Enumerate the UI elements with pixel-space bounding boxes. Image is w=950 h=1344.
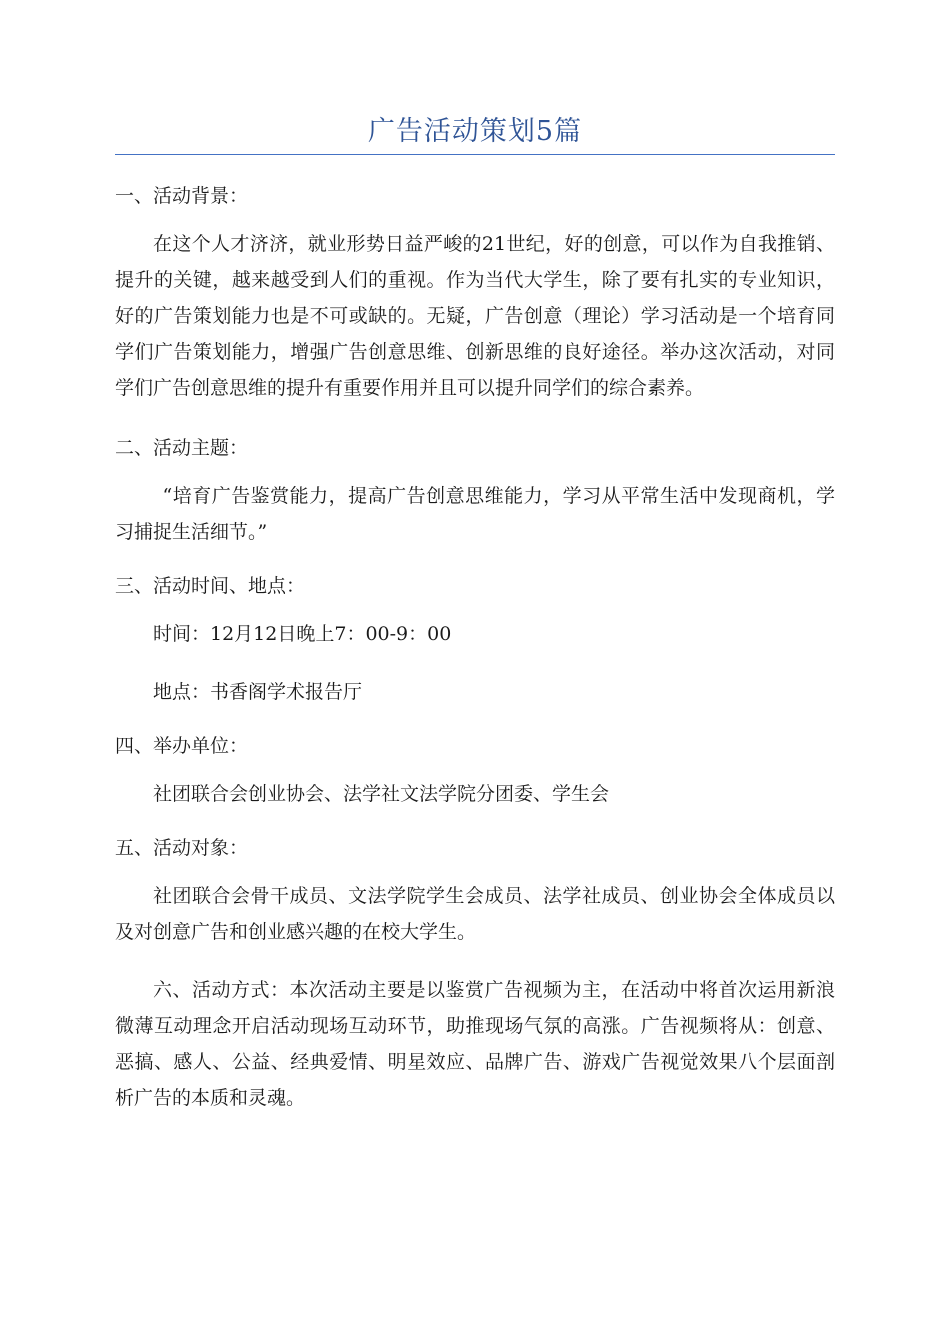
section-heading-background: 一、活动背景： <box>115 185 249 207</box>
paragraph-audience: 社团联合会骨干成员、文法学院学生会成员、法学社成员、创业协会全体成员以及对创意广告和创业感兴趣的在校大学生。 <box>115 885 835 943</box>
document-body <box>115 176 835 1116</box>
paragraph-method: 六、活动方式：本次活动主要是以鉴赏广告视频为主，在活动中将首次运用新浪微薄互动理念开启活动现场互动环节，助推现场气氛的高涨。广告视频将从：创意、恶搞、感人、公益、经典爱情、明星效应、品牌广告、游戏广告视觉效果八个层面剖析广告的本质和灵魂。 <box>115 979 835 1109</box>
title-underline <box>115 154 835 155</box>
section-heading-organizers: 四、举办单位： <box>115 735 249 757</box>
paragraph-organizers: 社团联合会创业协会、法学社文法学院分团委、学生会 <box>153 783 610 805</box>
paragraph-background: 在这个人才济济，就业形势日益严峻的21世纪，好的创意，可以作为自我推销、提升的关键，越来越受到人们的重视。作为当代大学生，除了要有扎实的专业知识，好的广告策划能力也是不可或缺的。无疑，广告创意（理论）学习活动是一个培育同学们广告策划能力，增强广告创意思维、创新思维的良好途径。举办这次活动，对同学们广告创意思维的提升有重要作用并且可以提升同学们的综合素养。 <box>115 233 835 399</box>
section-heading-audience: 五、活动对象： <box>115 837 249 859</box>
paragraph-theme: “培育广告鉴赏能力，提高广告创意思维能力，学习从平常生活中发现商机，学习捕捉生活细节。” <box>115 485 835 543</box>
document-title: 广告活动策划5篇 <box>367 116 583 147</box>
section-heading-time-place: 三、活动时间、地点： <box>115 575 306 597</box>
event-time: 时间：12月12日晚上7：00-9：00 <box>153 623 452 645</box>
section-heading-theme: 二、活动主题： <box>115 437 249 459</box>
event-place: 地点：书香阁学术报告厅 <box>153 681 363 703</box>
